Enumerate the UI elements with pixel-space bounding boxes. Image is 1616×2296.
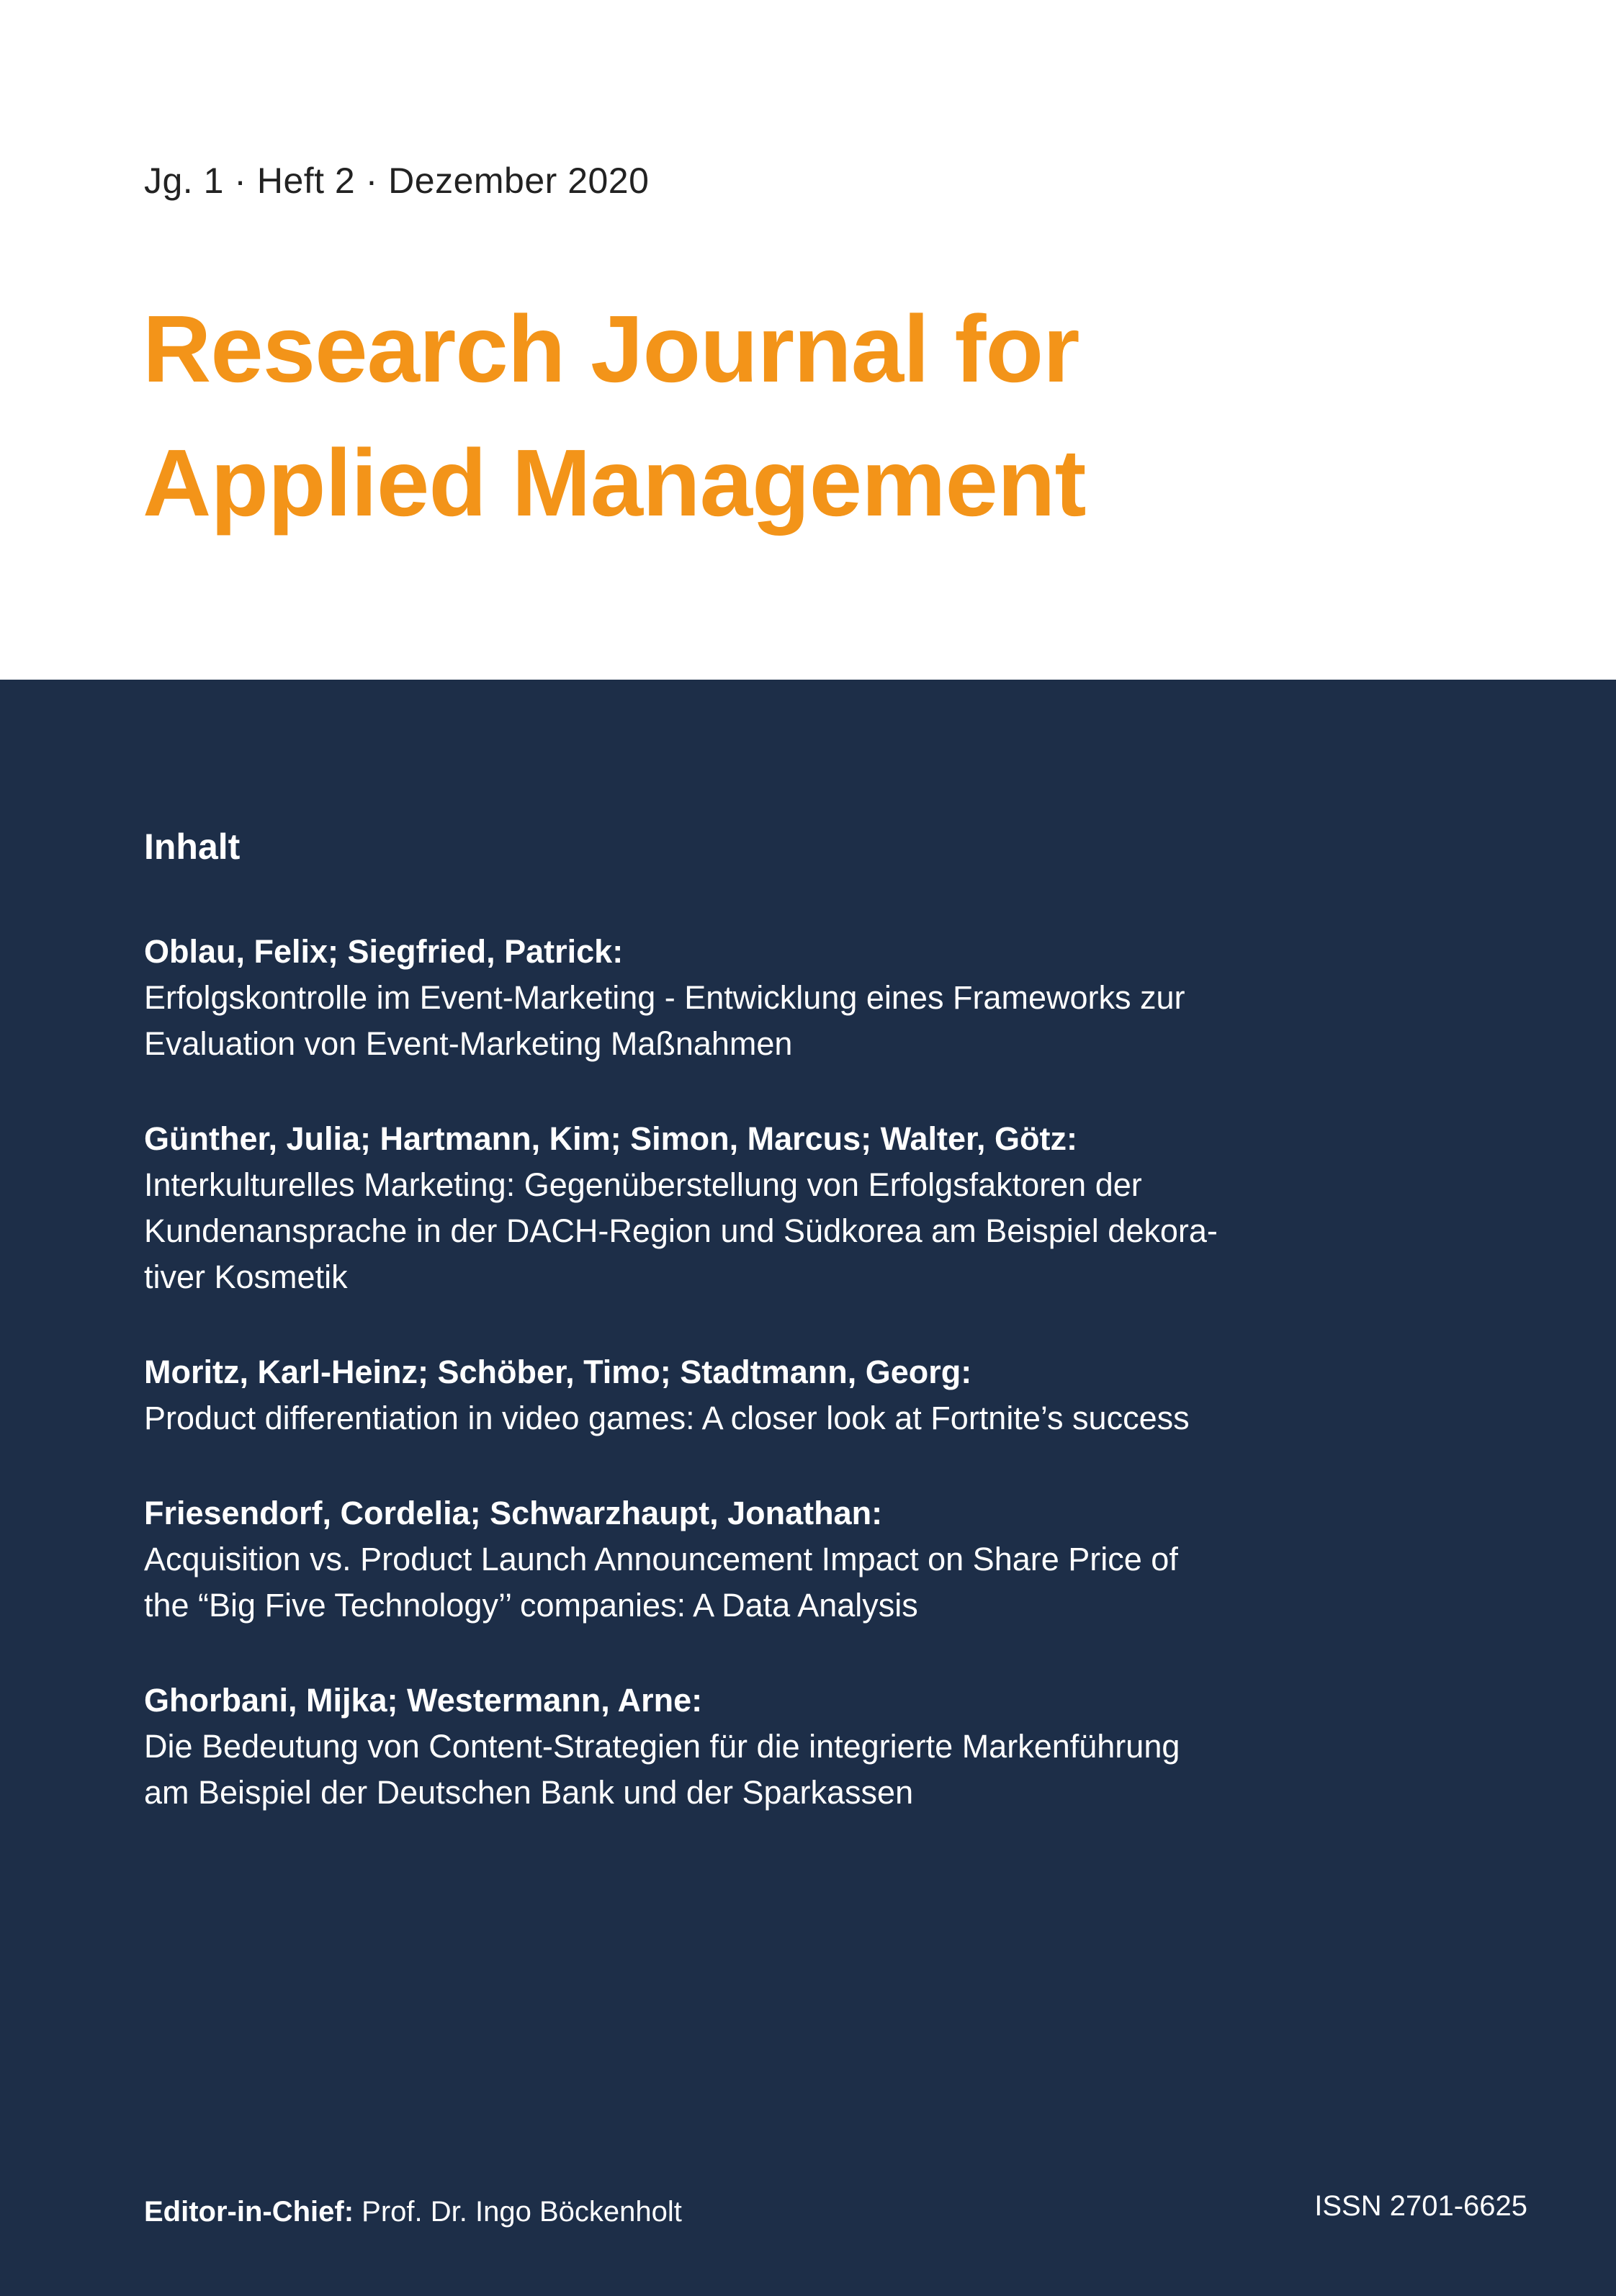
issn-number: ISSN 2701-6625 — [1314, 2190, 1527, 2222]
toc-entry-title-line: Acquisition vs. Product Launch Announcement Impact on Share Price of — [144, 1541, 1178, 1577]
toc-entry-title-line: Product differentiation in video games: A closer look at Fortnite’s success — [144, 1400, 1190, 1436]
toc-entry-title-line: Die Bedeutung von Content-Strategien für die integrierte Markenführung — [144, 1728, 1180, 1765]
toc-entry — [144, 1490, 1311, 1629]
cover-header — [0, 0, 1616, 680]
editor-name: Prof. Dr. Ingo Böckenholt — [354, 2196, 682, 2228]
toc-entry-authors: Ghorbani, Mijka; Westermann, Arne: — [144, 1682, 703, 1719]
toc-entry — [144, 1116, 1311, 1300]
editor-label: Editor-in-Chief: — [144, 2196, 354, 2228]
toc-entry-title-line: Interkulturelles Marketing: Gegenüberstellung von Erfolgsfaktoren der — [144, 1166, 1142, 1203]
contents-panel — [0, 680, 1616, 2296]
table-of-contents — [144, 929, 1311, 1865]
journal-title-line-2: Applied Management — [143, 430, 1086, 536]
editor-in-chief — [144, 2196, 682, 2228]
contents-heading: Inhalt — [144, 827, 241, 867]
toc-entry-title-line: the “Big Five Technology’’ companies: A Data Analysis — [144, 1587, 918, 1624]
toc-entry-title-line: am Beispiel der Deutschen Bank und der Sparkassen — [144, 1774, 914, 1811]
toc-entry-title-line: Erfolgskontrolle im Event-Marketing - Entwicklung eines Frameworks zur — [144, 979, 1185, 1016]
toc-entry — [144, 1349, 1311, 1441]
journal-title-line-1: Research Journal for — [143, 296, 1079, 402]
toc-entry — [144, 1678, 1311, 1816]
issue-line: Jg. 1 · Heft 2 · Dezember 2020 — [144, 161, 650, 201]
journal-title — [143, 282, 1085, 550]
toc-entry-authors: Friesendorf, Cordelia; Schwarzhaupt, Jonathan: — [144, 1495, 883, 1531]
toc-entry-title-line: Kundenansprache in der DACH-Region und Südkorea am Beispiel dekora- — [144, 1212, 1218, 1249]
toc-entry — [144, 929, 1311, 1067]
toc-entry-title-line: tiver Kosmetik — [144, 1259, 348, 1295]
toc-entry-authors: Oblau, Felix; Siegfried, Patrick: — [144, 933, 624, 970]
toc-entry-title-line: Evaluation von Event-Marketing Maßnahmen — [144, 1025, 793, 1062]
toc-entry-authors: Günther, Julia; Hartmann, Kim; Simon, Marcus; Walter, Götz: — [144, 1120, 1077, 1157]
toc-entry-authors: Moritz, Karl-Heinz; Schöber, Timo; Stadtmann, Georg: — [144, 1354, 972, 1390]
